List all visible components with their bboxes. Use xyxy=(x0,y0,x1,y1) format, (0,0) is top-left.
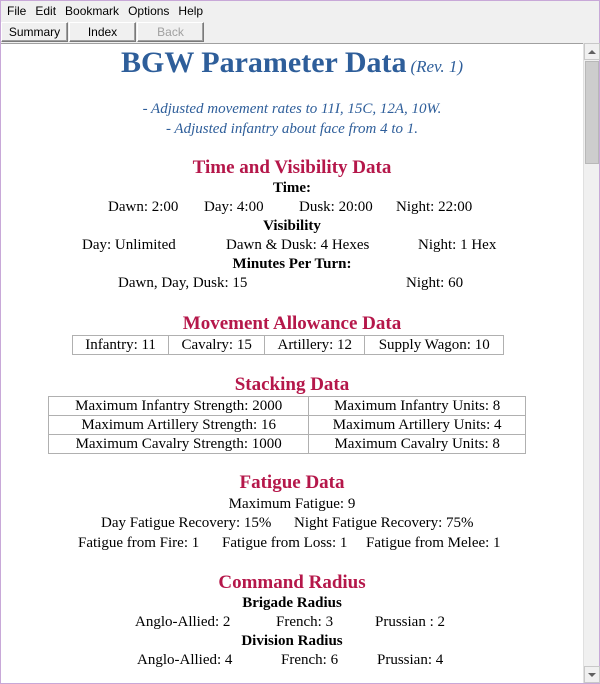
scroll-thumb[interactable] xyxy=(585,61,599,164)
table-cell: Maximum Infantry Strength: 2000 xyxy=(49,397,309,416)
menu-options[interactable]: Options xyxy=(128,4,170,18)
fatigue-day-recovery: Day Fatigue Recovery: 15% xyxy=(101,515,272,531)
movement-supply-wagon: Supply Wagon: 10 xyxy=(365,336,504,355)
table-cell: Maximum Cavalry Strength: 1000 xyxy=(49,435,309,454)
menu-edit[interactable]: Edit xyxy=(35,4,57,18)
time-day: Day: 4:00 xyxy=(204,199,264,215)
fatigue-night-recovery: Night Fatigue Recovery: 75% xyxy=(294,515,474,531)
movement-infantry: Infantry: 11 xyxy=(73,336,169,355)
table-row xyxy=(49,416,526,435)
menu-file[interactable]: File xyxy=(7,4,27,18)
table-row xyxy=(49,435,526,454)
menu-bar xyxy=(1,1,599,22)
page-revision: (Rev. 1) xyxy=(410,57,464,76)
time-label: Time: xyxy=(272,180,312,196)
vertical-scrollbar[interactable] xyxy=(583,43,599,683)
menu-help[interactable]: Help xyxy=(178,4,204,18)
time-dusk: Dusk: 20:00 xyxy=(299,199,373,215)
help-toolbar xyxy=(1,22,599,43)
brigade-french: French: 3 xyxy=(276,614,334,630)
help-content-pane xyxy=(1,43,583,683)
back-button[interactable]: Back xyxy=(137,22,204,42)
division-radius-label: Division Radius xyxy=(241,633,343,649)
minutes-per-turn-label: Minutes Per Turn: xyxy=(232,256,352,272)
page-title-text: BGW Parameter Data xyxy=(120,46,407,79)
scroll-up-button[interactable] xyxy=(584,43,600,60)
visibility-label: Visibility xyxy=(263,218,321,234)
command-radius-heading: Command Radius xyxy=(218,572,366,593)
minutes-night: Night: 60 xyxy=(406,275,464,291)
visibility-day: Day: Unlimited xyxy=(82,237,176,253)
table-row xyxy=(73,336,504,355)
summary-button[interactable]: Summary xyxy=(1,22,68,42)
movement-heading: Movement Allowance Data xyxy=(182,313,402,334)
page-title xyxy=(1,46,583,80)
brigade-prussian: Prussian : 2 xyxy=(375,614,446,630)
table-cell: Maximum Artillery Units: 4 xyxy=(309,416,526,435)
fatigue-heading: Fatigue Data xyxy=(239,472,345,493)
stacking-table xyxy=(48,396,526,454)
time-visibility-heading: Time and Visibility Data xyxy=(192,157,392,178)
minutes-dawn-day-dusk: Dawn, Day, Dusk: 15 xyxy=(118,275,248,291)
index-button[interactable]: Index xyxy=(69,22,136,42)
time-night: Night: 22:00 xyxy=(396,199,473,215)
fatigue-from-loss: Fatigue from Loss: 1 xyxy=(222,535,348,551)
revision-note: - Adjusted movement rates to 11I, 15C, 12A, 10W. xyxy=(142,101,442,117)
division-prussian: Prussian: 4 xyxy=(377,652,444,668)
movement-artillery: Artillery: 12 xyxy=(265,336,365,355)
arrow-up-icon xyxy=(588,50,596,54)
revision-note: - Adjusted infantry about face from 4 to 1. xyxy=(165,121,419,137)
movement-cavalry: Cavalry: 15 xyxy=(169,336,265,355)
brigade-radius-label: Brigade Radius xyxy=(242,595,342,611)
brigade-anglo-allied: Anglo-Allied: 2 xyxy=(135,614,231,630)
visibility-dawn-dusk: Dawn & Dusk: 4 Hexes xyxy=(226,237,370,253)
fatigue-max: Maximum Fatigue: 9 xyxy=(228,496,356,512)
revision-notes xyxy=(1,99,583,139)
menu-bookmark[interactable]: Bookmark xyxy=(65,4,120,18)
table-cell: Maximum Artillery Strength: 16 xyxy=(49,416,309,435)
table-cell: Maximum Cavalry Units: 8 xyxy=(309,435,526,454)
table-cell: Maximum Infantry Units: 8 xyxy=(309,397,526,416)
movement-table xyxy=(72,335,504,355)
fatigue-from-fire: Fatigue from Fire: 1 xyxy=(78,535,200,551)
fatigue-from-melee: Fatigue from Melee: 1 xyxy=(366,535,501,551)
visibility-night: Night: 1 Hex xyxy=(418,237,497,253)
table-row xyxy=(49,397,526,416)
stacking-heading: Stacking Data xyxy=(234,374,350,395)
scroll-down-button[interactable] xyxy=(584,666,600,683)
arrow-down-icon xyxy=(588,673,596,677)
division-anglo-allied: Anglo-Allied: 4 xyxy=(137,652,233,668)
time-dawn: Dawn: 2:00 xyxy=(108,199,179,215)
division-french: French: 6 xyxy=(281,652,339,668)
